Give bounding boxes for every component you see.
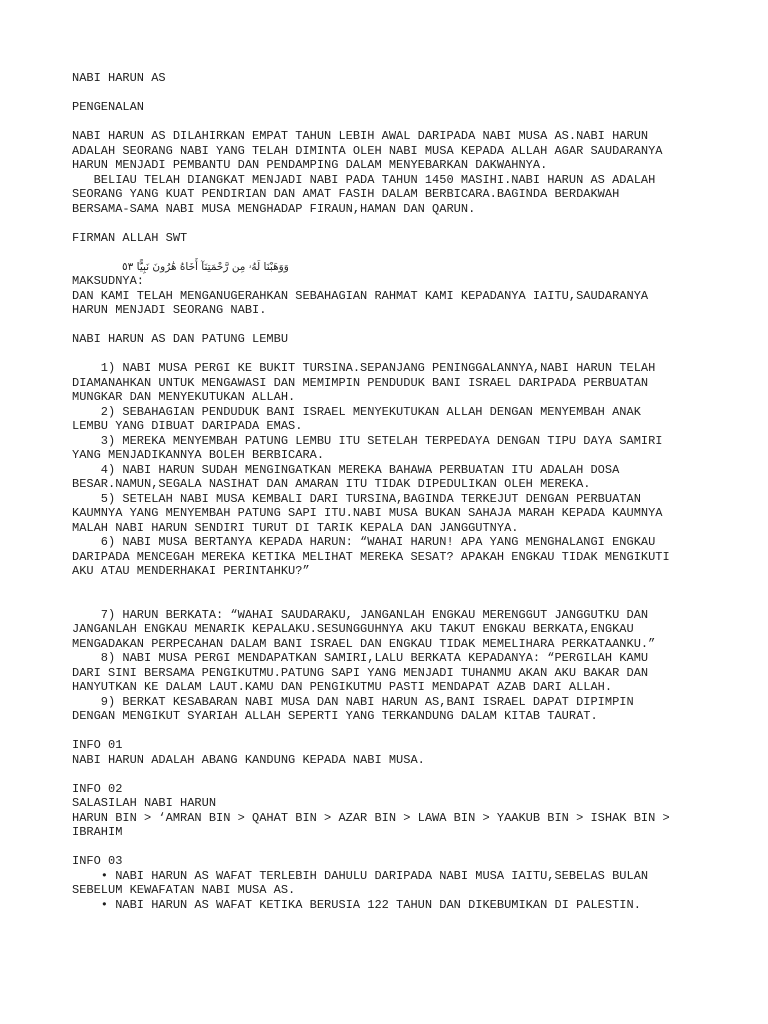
text-line: LEMBU YANG DIBUAT DARIPADA EMAS. [72,419,303,433]
text-line: DARIPADA MENCEGAH MEREKA KETIKA MELIHAT MEREKA SESAT? APAKAH ENGKAU TIDAK MENGIKUTI [72,549,670,564]
text-line: 2) SEBAHAGIAN PENDUDUK BANI ISRAEL MENYEKUTUKAN ALLAH DENGAN MENYEMBAH ANAK [72,404,641,419]
text-line: 7) HARUN BERKATA: “WAHAI SAUDARAKU, JANGANLAH ENGKAU MERENGGUT JANGGUTKU DAN [72,607,649,622]
text-line: 1) NABI MUSA PERGI KE BUKIT TURSINA.SEPANJANG PENINGGALANNYA,NABI HARUN TELAH [72,361,656,375]
spacer [72,245,712,260]
intro-paragraph [72,129,712,216]
text-line: 3) MEREKA MENYEMBAH PATUNG LEMBU ITU SETELAH TERPEDAYA DENGAN TIPU DAYA SAMIRI [72,433,663,448]
spacer [72,216,712,231]
text-line: JANGANLAH ENGKAU MENARIK KEPALAKU.SESUNGGUHNYA AKU TAKUT ENGKAU BERKATA,ENGKAU [72,622,634,636]
text-line: IBRAHIM [72,825,123,839]
info3-heading: INFO 03 [72,854,123,868]
text-line: 8) NABI MUSA PERGI MENDAPATKAN SAMIRI,LALU BERKATA KEPADANYA: “PERGILAH KAMU [72,651,649,665]
text-line: HARUN BIN > ‘AMRAN BIN > QAHAT BIN > AZAR BIN > LAWA BIN > YAAKUB BIN > ISHAK BIN > [72,810,670,825]
text-line: HANYUTKAN KE DALAM LAUT.KAMU DAN PENGIKUTMU PASTI MENDAPAT AZAB DARI ALLAH. [72,680,613,694]
text-line: DENGAN MENGIKUT SYARIAH ALLAH SEPERTI YANG TERKANDUNG DALAM KITAB TAURAT. [72,709,598,723]
text-line: YANG MENJADIKANNYA BOLEH BERBICARA. [72,448,325,462]
text-line: SEORANG YANG KUAT PENDIRIAN DAN AMAT FASIH DALAM BERBICARA.BAGINDA BERDAKWAH [72,187,620,201]
text-line: HARUN MENJADI PEMBANTU DAN PENDAMPING DALAM MENYEBARKAN DAKWAHNYA. [72,158,548,172]
text-line: 5) SETELAH NABI MUSA KEMBALI DARI TURSINA,BAGINDA TERKEJUT DENGAN PERBUATAN [72,491,641,506]
text-line: HARUN MENJADI SEORANG NABI. [72,303,267,317]
info3-body [72,869,712,913]
story-list-part1 [72,361,712,579]
intro-heading: PENGENALAN [72,100,145,114]
document-title: NABI HARUN AS [72,71,166,85]
story-heading: NABI HARUN AS DAN PATUNG LEMBU [72,332,289,346]
info2-body [72,796,712,840]
document-page [72,71,712,912]
text-line: 6) NABI MUSA BERTANYA KEPADA HARUN: “WAHAI HARUN! APA YANG MENGHALANGI ENGKAU [72,535,656,549]
story-list-part2 [72,608,712,724]
spacer [72,724,712,739]
spacer [72,86,712,101]
text-line: BERSAMA-SAMA NABI MUSA MENGHADAP FIRAUN,HAMAN DAN QARUN. [72,201,476,216]
quran-verse-arabic: وَوَهَبْنَا لَهُۥ مِن رَّحْمَتِنَآ أَخَاهُ هَٰرُونَ نَبِيًّا ٥٣ [122,260,289,273]
text-line: DAN KAMI TELAH MENGANUGERAHKAN SEBAHAGIAN RAHMAT KAMI KEPADANYA IAITU,SAUDARANYA [72,288,649,303]
spacer [72,767,712,782]
info1-body [72,753,712,768]
info2-heading: INFO 02 [72,781,123,796]
text-line: AKU ATAU MENDERHAKAI PERINTAHKU?” [72,564,310,578]
text-line: MENGADAKAN PERPECAHAN DALAM BANI ISRAEL DAN ENGKAU TIDAK MEMELIHARA PERKATAANKU.” [72,636,656,651]
text-line: • NABI HARUN AS WAFAT KETIKA BERUSIA 122 TAHUN DAN DIKEBUMIKAN DI PALESTIN. [72,897,641,912]
firman-translation [72,274,712,318]
text-line: 4) NABI HARUN SUDAH MENGINGATKAN MEREKA BAHAWA PERBUATAN ITU ADALAH DOSA [72,462,620,477]
spacer [72,840,712,855]
text-line: DIAMANAHKAN UNTUK MENGAWASI DAN MEMIMPIN PENDUDUK BANI ISRAEL DARIPADA PERBUATAN [72,375,649,390]
text-line: MALAH NABI HARUN SENDIRI TURUT DI TARIK KEPALA DAN JANGGUTNYA. [72,520,519,535]
text-line: 9) BERKAT KESABARAN NABI MUSA DAN NABI HARUN AS,BANI ISRAEL DAPAT DIPIMPIN [72,694,634,709]
text-line: ADALAH SEORANG NABI YANG TELAH DIMINTA OLEH NABI MUSA KEPADA ALLAH AGAR SAUDARANYA [72,143,663,158]
text-line: DARI SINI BERSAMA PENGIKUTMU.PATUNG SAPI YANG MENJADI TUHANMU AKAN AKU BAKAR DAN [72,665,649,680]
text-line: BESAR.NAMUN,SEGALA NASIHAT DAN AMARAN ITU TIDAK DIPEDULIKAN OLEH MEREKA. [72,477,591,491]
text-line: SEBELUM KEWAFATAN NABI MUSA AS. [72,883,296,897]
text-line: KAUMNYA YANG MENYEMBAH PATUNG SAPI ITU.NABI MUSA BUKAN SAHAJA MARAH KEPADA KAUMNYA [72,506,663,520]
text-line: MUNGKAR DAN MENYEKUTUKAN ALLAH. [72,390,296,404]
text-line: MAKSUDNYA: [72,274,145,288]
spacer [72,579,712,594]
spacer [72,115,712,130]
text-line: BELIAU TELAH DIANGKAT MENJADI NABI PADA TAHUN 1450 MASIHI.NABI HARUN AS ADALAH [72,172,656,187]
text-line: NABI HARUN AS DILAHIRKAN EMPAT TAHUN LEBIH AWAL DARIPADA NABI MUSA AS.NABI HARUN [72,129,649,143]
spacer [72,318,712,333]
text-line: • NABI HARUN AS WAFAT TERLEBIH DAHULU DARIPADA NABI MUSA IAITU,SEBELAS BULAN [72,868,649,883]
text-line: NABI HARUN ADALAH ABANG KANDUNG KEPADA NABI MUSA. [72,752,425,767]
spacer [72,593,712,608]
firman-heading: FIRMAN ALLAH SWT [72,230,188,245]
text-line: SALASILAH NABI HARUN [72,796,217,810]
spacer [72,347,712,362]
info1-heading: INFO 01 [72,738,123,752]
